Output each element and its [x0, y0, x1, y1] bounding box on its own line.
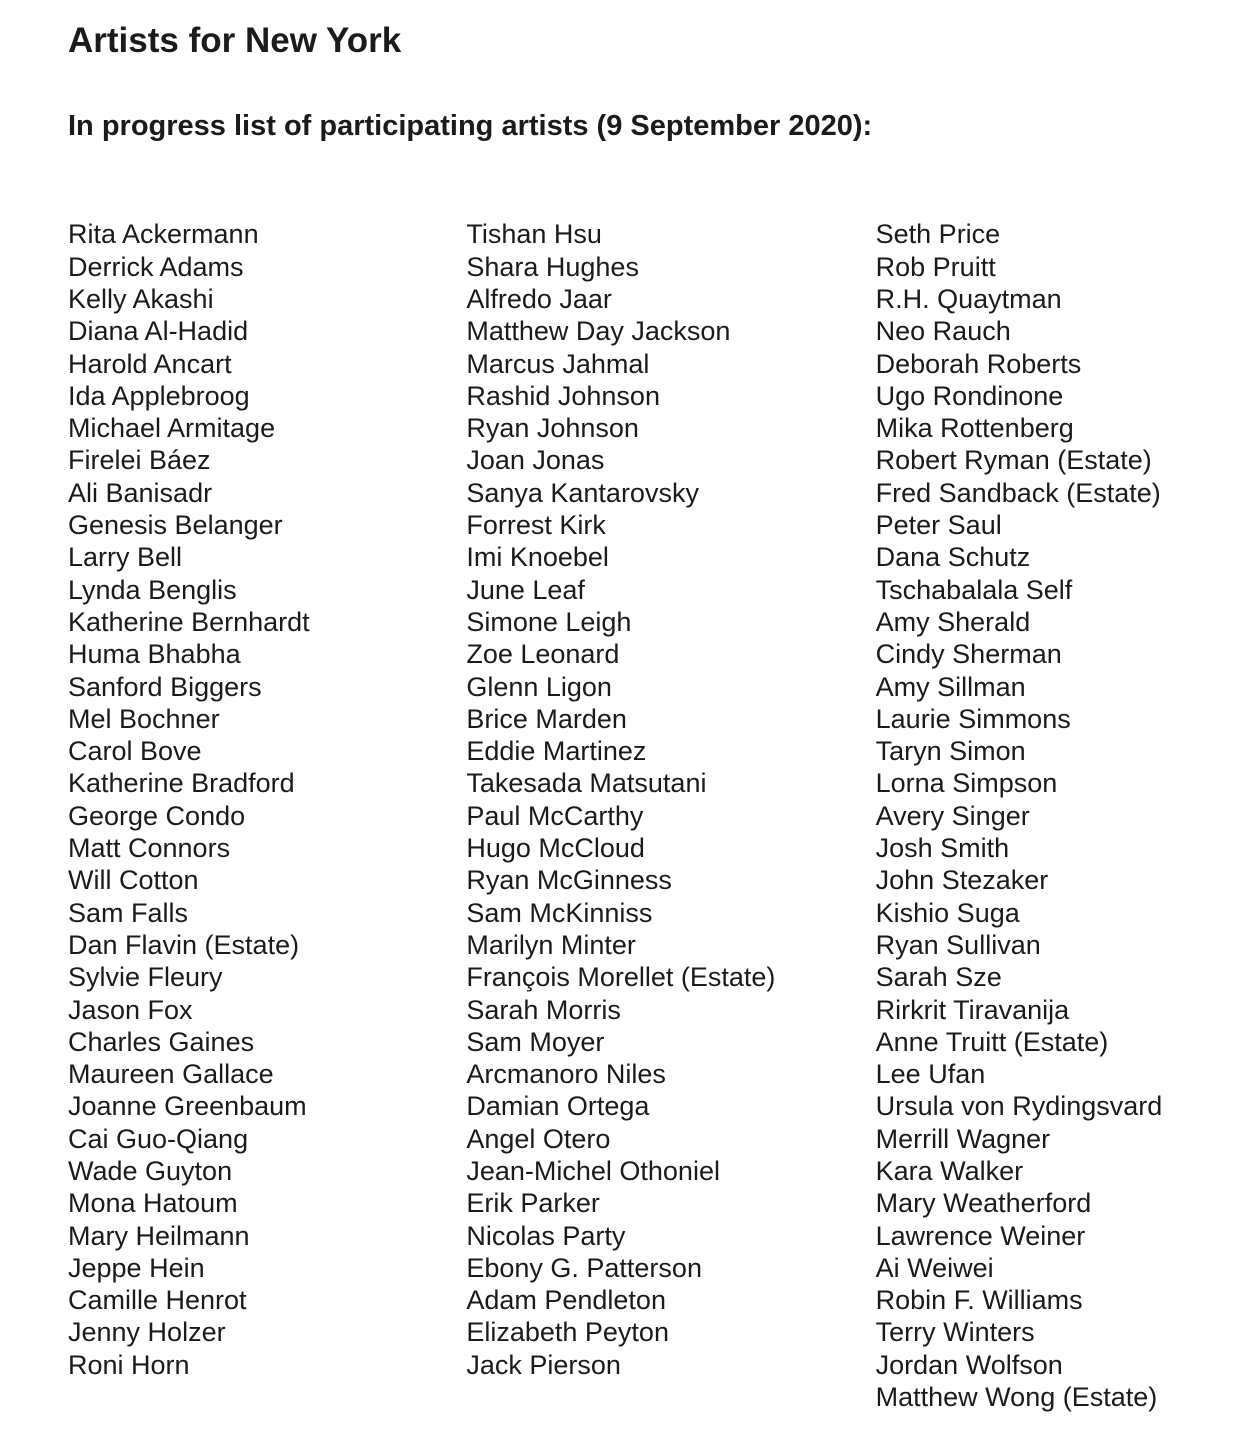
artist-name: Amy Sherald [875, 606, 1031, 637]
artist-name: Jean-Michel Othoniel [466, 1156, 720, 1186]
artist-name: Tishan Hsu [466, 219, 602, 250]
artist-name: Neo Rauch [875, 316, 1011, 347]
artist-name: Dana Schutz [875, 542, 1031, 573]
artist-name: Peter Saul [875, 510, 1002, 541]
artist-name: Kelly Akashi [68, 283, 214, 314]
artist-name: Michael Armitage [68, 413, 276, 444]
artist-name: Kara Walker [875, 1156, 1024, 1186]
artist-name: Marilyn Minter [466, 929, 636, 960]
artist-column-2 [466, 218, 875, 1381]
artist-name: Sylvie Fleury [68, 962, 223, 993]
artist-name: Forrest Kirk [466, 510, 606, 541]
artist-name: Ursula von Rydingsvard [875, 1091, 1163, 1122]
artist-name: Angel Otero [466, 1123, 611, 1154]
artist-name: Cai Guo-Qiang [68, 1123, 249, 1154]
artist-name: Mary Heilmann [68, 1220, 250, 1251]
artist-name: Zoe Leonard [466, 639, 620, 670]
artist-name: Sanya Kantarovsky [466, 477, 699, 508]
artist-name: Rob Pruitt [875, 251, 996, 282]
artist-name: Alfredo Jaar [466, 283, 612, 314]
artist-name: Seth Price [875, 219, 1001, 250]
artist-name: Katherine Bernhardt [68, 606, 310, 637]
artist-name: Harold Ancart [68, 348, 232, 379]
artist-name: Ryan McGinness [466, 865, 672, 896]
artist-name: Lawrence Weiner [875, 1220, 1086, 1251]
artist-name: John Stezaker [875, 865, 1049, 896]
artist-name: Elizabeth Peyton [466, 1317, 669, 1348]
artist-name: Matt Connors [68, 833, 231, 864]
artist-name: Ali Banisadr [68, 477, 213, 508]
artist-name: Jordan Wolfson [875, 1349, 1063, 1380]
artist-name: Deborah Roberts [875, 348, 1082, 379]
artist-name: François Morellet (Estate) [466, 962, 776, 993]
artist-name: Marcus Jahmal [466, 348, 650, 379]
artist-name: Arcmanoro Niles [466, 1059, 666, 1090]
artist-name: R.H. Quaytman [875, 283, 1062, 314]
artist-name: Roni Horn [68, 1349, 190, 1380]
artist-name: Derrick Adams [68, 251, 244, 282]
artist-name: Rirkrit Tiravanija [875, 994, 1070, 1025]
artist-name: June Leaf [466, 574, 585, 605]
artist-name: Adam Pendleton [466, 1285, 666, 1316]
artist-name: Mona Hatoum [68, 1188, 238, 1219]
artist-name: Katherine Bradford [68, 768, 295, 799]
artist-name: Carol Bove [68, 736, 202, 767]
artist-name: Hugo McCloud [466, 833, 645, 864]
artist-name: Larry Bell [68, 542, 183, 573]
artist-name: Robin F. Williams [875, 1285, 1083, 1316]
page-subtitle: In progress list of participating artists (9 September 2020): [68, 109, 873, 142]
artist-name: Ugo Rondinone [875, 380, 1064, 411]
artist-name: Sam Moyer [466, 1026, 605, 1057]
artist-name: George Condo [68, 800, 246, 831]
artist-name: Sam McKinniss [466, 897, 653, 928]
artist-name: Rita Ackermann [68, 219, 259, 250]
artist-name: Lynda Benglis [68, 574, 237, 605]
artist-name: Camille Henrot [68, 1285, 247, 1316]
artist-name: Jason Fox [68, 994, 193, 1025]
artist-name: Merrill Wagner [875, 1123, 1051, 1154]
artist-name: Lee Ufan [875, 1059, 986, 1090]
artist-name: Matthew Wong (Estate) [875, 1382, 1158, 1413]
artist-name: Ai Weiwei [875, 1252, 994, 1283]
artist-name: Brice Marden [466, 703, 627, 734]
artist-name: Joan Jonas [466, 445, 605, 476]
artist-name: Sarah Sze [875, 962, 1002, 993]
artist-name: Will Cotton [68, 865, 199, 896]
artist-name: Jack Pierson [466, 1349, 621, 1380]
artist-name: Glenn Ligon [466, 671, 612, 702]
page-title: Artists for New York [68, 21, 402, 60]
artist-name: Firelei Báez [68, 445, 211, 476]
artist-name: Simone Leigh [466, 606, 632, 637]
artist-name: Sarah Morris [466, 994, 621, 1025]
artist-name: Terry Winters [875, 1317, 1035, 1348]
artist-name: Matthew Day Jackson [466, 316, 731, 347]
artist-name: Charles Gaines [68, 1026, 255, 1057]
artist-name: Dan Flavin (Estate) [68, 929, 300, 960]
artist-name: Tschabalala Self [875, 574, 1073, 605]
artist-name: Cindy Sherman [875, 639, 1062, 670]
artist-columns [68, 218, 1255, 1413]
artist-name: Ryan Johnson [466, 413, 639, 444]
artist-name: Ebony G. Patterson [466, 1252, 702, 1283]
artist-column-1 [68, 218, 466, 1381]
artist-name: Shara Hughes [466, 251, 639, 282]
artist-name: Eddie Martinez [466, 736, 647, 767]
artist-name: Mel Bochner [68, 703, 220, 734]
artist-name: Mika Rottenberg [875, 413, 1074, 444]
artist-name: Amy Sillman [875, 671, 1026, 702]
artist-name: Damian Ortega [466, 1091, 650, 1122]
artist-name: Fred Sandback (Estate) [875, 477, 1161, 508]
artist-name: Taryn Simon [875, 736, 1026, 767]
artist-name: Erik Parker [466, 1188, 600, 1219]
artist-name: Laurie Simmons [875, 703, 1071, 734]
artist-name: Mary Weatherford [875, 1188, 1092, 1219]
artist-name: Maureen Gallace [68, 1059, 274, 1090]
artist-name: Lorna Simpson [875, 768, 1058, 799]
artist-name: Sam Falls [68, 897, 189, 928]
artist-name: Rashid Johnson [466, 380, 660, 411]
artist-name: Jenny Holzer [68, 1317, 226, 1348]
artist-name: Takesada Matsutani [466, 768, 707, 799]
artist-name: Josh Smith [875, 833, 1010, 864]
artist-name: Genesis Belanger [68, 510, 283, 541]
artist-name: Avery Singer [875, 800, 1030, 831]
artist-name: Ryan Sullivan [875, 929, 1041, 960]
artist-name: Robert Ryman (Estate) [875, 445, 1152, 476]
artist-name: Sanford Biggers [68, 671, 262, 702]
artist-name: Kishio Suga [875, 897, 1020, 928]
artist-name: Huma Bhabha [68, 639, 241, 670]
artist-name: Anne Truitt (Estate) [875, 1026, 1109, 1057]
artist-name: Joanne Greenbaum [68, 1091, 307, 1122]
artist-name: Diana Al-Hadid [68, 316, 249, 347]
artist-name: Wade Guyton [68, 1156, 233, 1186]
artist-name: Paul McCarthy [466, 800, 644, 831]
artist-name: Jeppe Hein [68, 1252, 205, 1283]
artist-name: Nicolas Party [466, 1220, 626, 1251]
artist-name: Ida Applebroog [68, 380, 250, 411]
artist-column-3 [876, 218, 1255, 1413]
artist-name: Imi Knoebel [466, 542, 609, 573]
